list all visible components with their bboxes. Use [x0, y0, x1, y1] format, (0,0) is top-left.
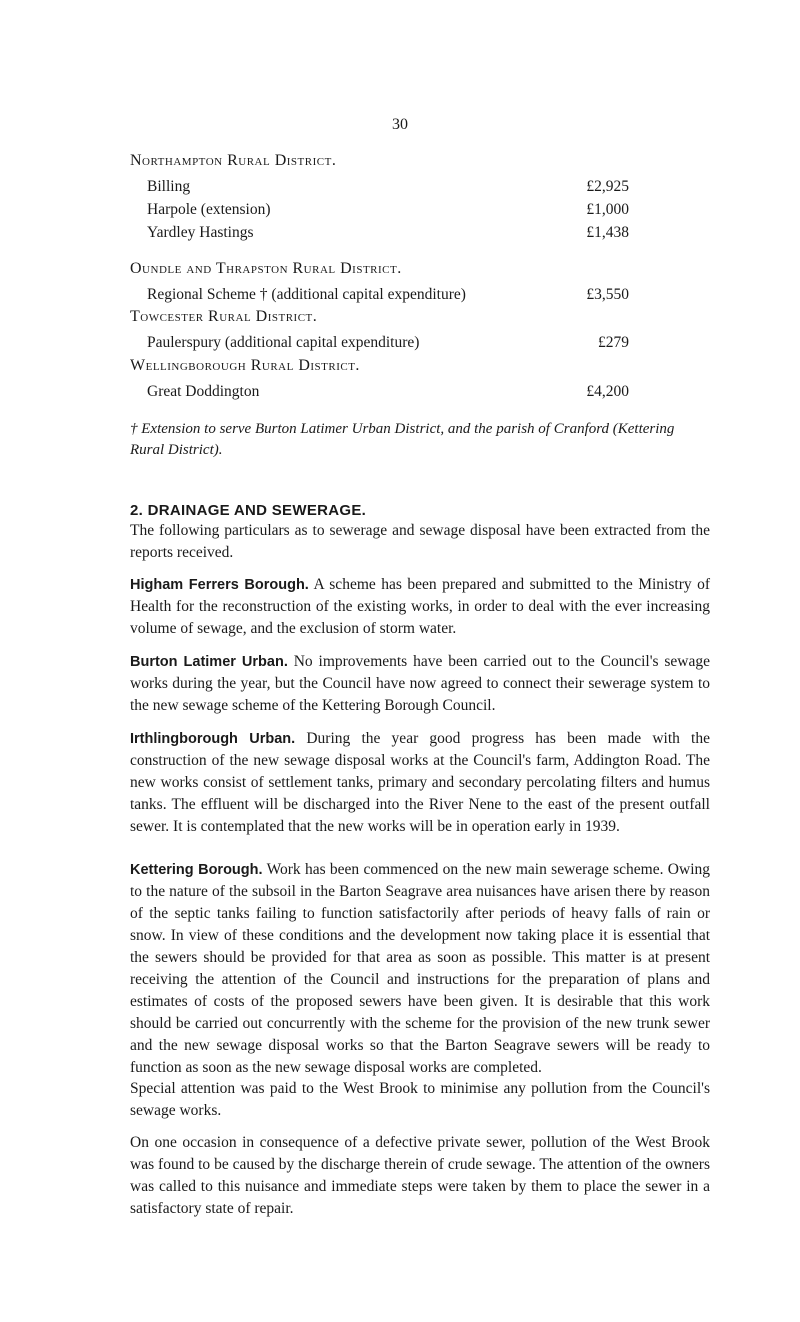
paragraph-text: Special attention was paid to the West Brook to minimise any pollution from the Council's sewage works. [130, 1080, 710, 1119]
paragraph-lead: Irthlingborough Urban. [130, 731, 296, 747]
paragraph-lead: Kettering Borough. [130, 862, 263, 878]
item-amount: £1,438 [586, 224, 629, 241]
paragraph-intro [130, 520, 710, 564]
paragraph-kettering [130, 859, 710, 1079]
section-heading: 2. DRAINAGE AND SEWERAGE. [130, 502, 367, 519]
item-amount: £279 [598, 334, 629, 351]
district-heading-wellingborough: Wellingborough Rural District. [130, 357, 360, 374]
paragraph-lead: Burton Latimer Urban. [130, 654, 288, 670]
district-heading-towcester: Towcester Rural District. [130, 308, 318, 325]
item-name: Yardley Hastings [147, 224, 254, 241]
paragraph-irthlingborough [130, 728, 710, 838]
paragraph-burton-latimer [130, 651, 710, 717]
paragraph-lead: Higham Ferrers Borough. [130, 577, 309, 593]
district-heading-northampton: Northampton Rural District. [130, 152, 337, 169]
item-name: Harpole (extension) [147, 201, 271, 218]
item-amount: £3,550 [586, 286, 629, 303]
item-name: Great Doddington [147, 383, 260, 400]
paragraph-text: On one occasion in consequence of a defective private sewer, pollution of the West Brook was found to be caused by the discharge therein of crude sewage. The attention of the owners was called to this nuisance and immediate steps were taken by them to place the sewer in a satisfactory state of repair. [130, 1134, 710, 1217]
paragraph-higham-ferrers [130, 574, 710, 640]
paragraph-text: No improvements have been carried out to the Council's sewage works during the year, but the Council have now agreed to connect their sewerage system to the new sewage scheme of the Kettering Borough Council. [130, 653, 710, 714]
item-name: Billing [147, 178, 191, 195]
paragraph-defective-sewer [130, 1132, 710, 1220]
item-name: Regional Scheme † (additional capital expenditure) [147, 286, 466, 303]
paragraph-text: During the year good progress has been made with the construction of the new sewage disposal works at the Council's farm, Addington Road. The new works consist of settlement tanks, primary and secondary percolating filters and humus tanks. The effluent will be discharged into the River Nene to the east of the present outfall sewer. It is contemplated that the new works will be in operation early in 1939. [130, 730, 710, 835]
footnote: † Extension to serve Burton Latimer Urban District, and the parish of Cranford (Kettering Rural District). [130, 421, 675, 458]
paragraph-text: Work has been commenced on the new main sewerage scheme. Owing to the nature of the subsoil in the Barton Seagrave area nuisances have arisen there by reason of the septic tanks failing to function satisfactorily after periods of heavy falls of rain or snow. In view of these conditions and the development now taking place it is essential that the sewers should be provided for that area as soon as possible. This matter is at present receiving the attention of the Council and instructions for the preparation of plans and estimates of costs of the proposed sewers have been given. It is desirable that this work should be carried out concurrently with the scheme for the provision of the new trunk sewer and the new sewage disposal works so that the Barton Seagrave sewers will be ready to function as soon as the new sewage disposal works are completed. [130, 861, 710, 1076]
district-heading-oundle: Oundle and Thrapston Rural District. [130, 260, 402, 277]
paragraph-west-brook [130, 1078, 710, 1122]
item-amount: £4,200 [586, 383, 629, 400]
item-name: Paulerspury (additional capital expenditure) [147, 334, 420, 351]
paragraph-text: The following particulars as to sewerage and sewage disposal have been extracted from the reports received. [130, 522, 710, 561]
page-number: 30 [392, 116, 408, 133]
item-amount: £1,000 [586, 201, 629, 218]
paragraph-text: A scheme has been prepared and submitted to the Ministry of Health for the reconstruction of the existing works, in order to deal with the ever increasing volume of sewage, and the exclusion of storm water. [130, 576, 710, 637]
item-amount: £2,925 [586, 178, 629, 195]
